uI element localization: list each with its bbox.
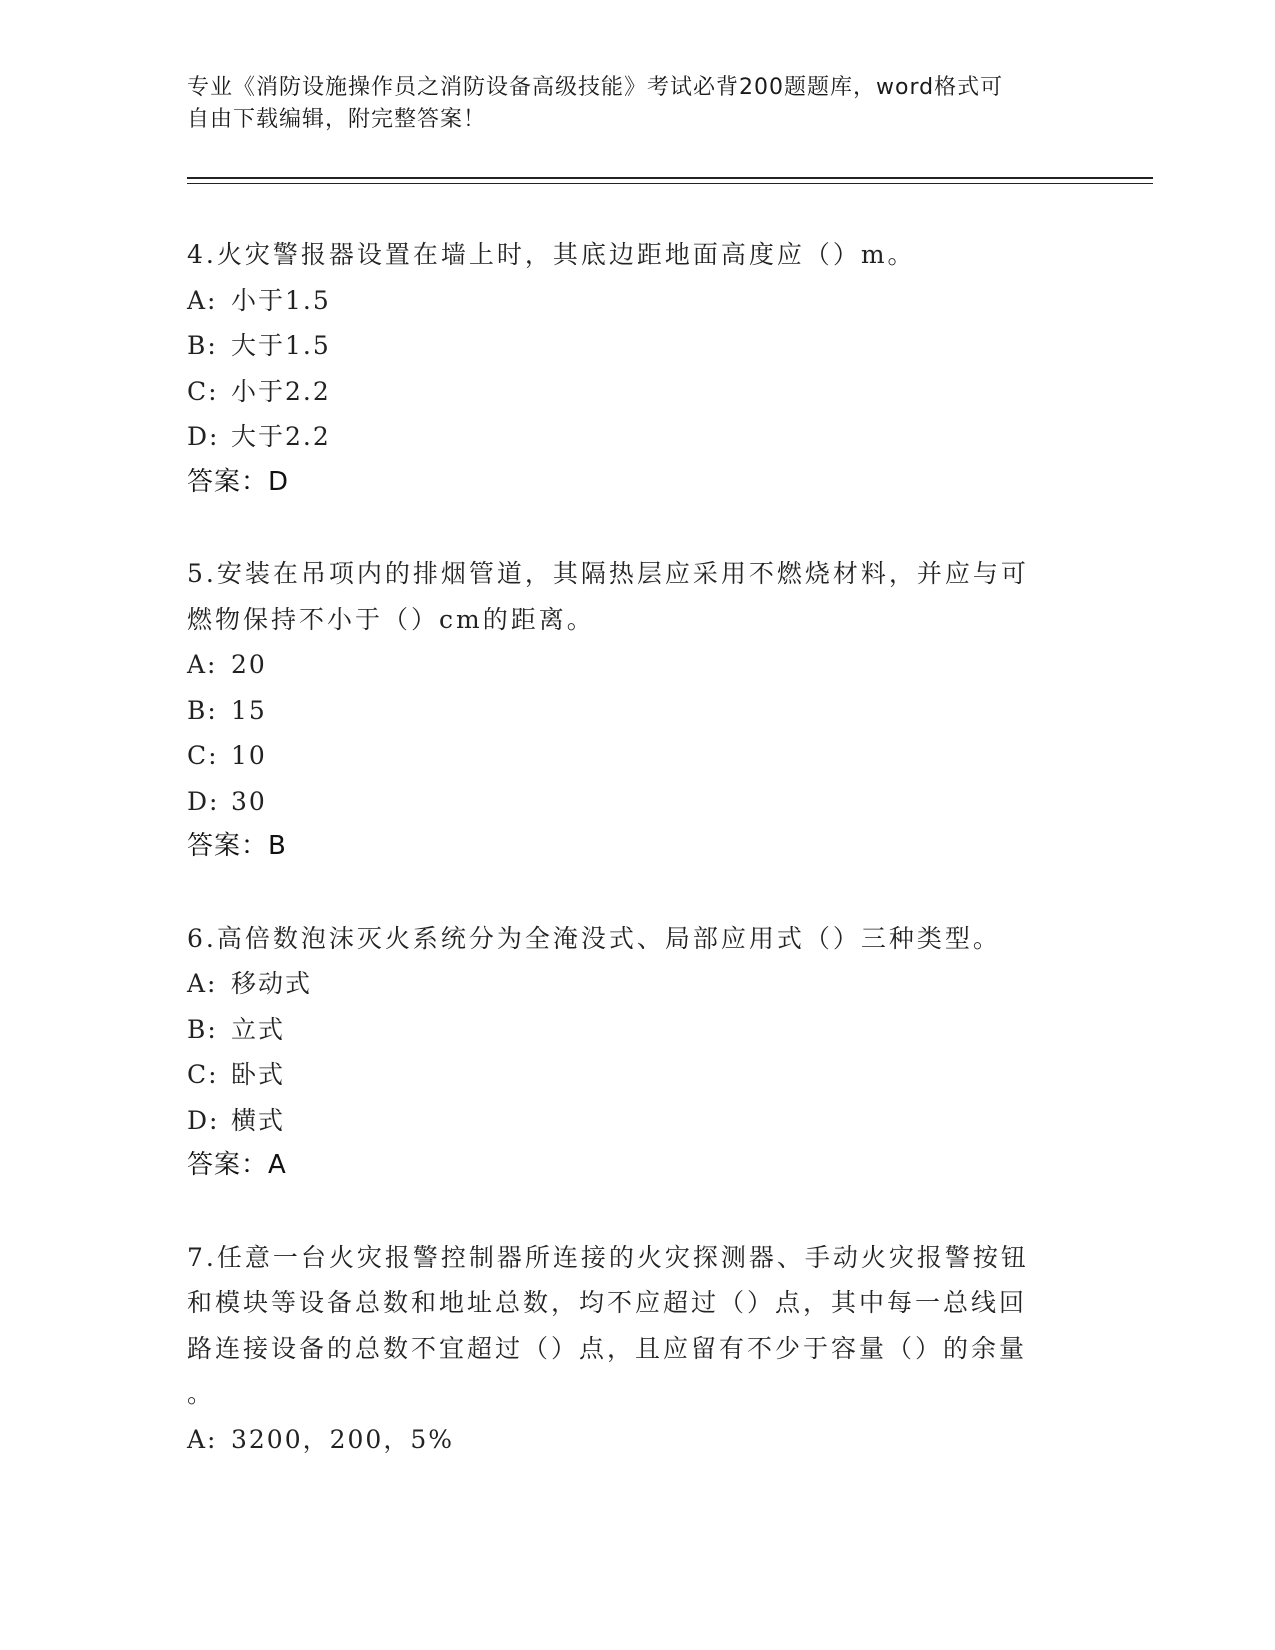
option-a — [187, 278, 1067, 324]
option-letter: A: — [187, 1424, 218, 1454]
option-text: 卧式 — [231, 1060, 286, 1089]
question-stem: 燃物保持不小于（）cm的距离。 — [187, 604, 595, 634]
question-stem: 5.安装在吊项内的排烟管道，其隔热层应采用不燃烧材料，并应与可 — [187, 559, 1029, 588]
option-d — [187, 414, 1067, 460]
option-c — [187, 369, 1067, 415]
option-b — [187, 688, 1067, 734]
option-c — [187, 1052, 1067, 1098]
option-b — [187, 323, 1067, 369]
option-text: 大于2.2 — [231, 422, 331, 451]
question-stem: 4.火灾警报器设置在墙上时，其底边距地面高度应（）m。 — [187, 240, 916, 269]
option-letter: D: — [187, 422, 220, 451]
option-text: 20 — [231, 650, 267, 679]
option-text: 小于2.2 — [231, 376, 331, 406]
header-divider-thin — [187, 183, 1153, 184]
question-stem: 。 — [187, 1379, 216, 1408]
question-list — [187, 232, 1067, 1508]
option-letter: A: — [187, 285, 218, 315]
question-5 — [187, 551, 1067, 870]
option-d — [187, 779, 1067, 825]
option-text: 15 — [231, 695, 267, 725]
option-letter: B: — [187, 695, 218, 725]
option-a — [187, 961, 1067, 1007]
option-text: 小于1.5 — [231, 285, 331, 315]
option-text: 10 — [231, 741, 267, 770]
question-stem: 7.任意一台火灾报警控制器所连接的火灾探测器、手动火灾报警按钮 — [187, 1242, 1029, 1272]
question-stem: 和模块等设备总数和地址总数，均不应超过（）点，其中每一总线回 — [187, 1288, 1028, 1317]
option-letter: A: — [187, 650, 218, 679]
option-c — [187, 733, 1067, 779]
option-text: 30 — [231, 786, 267, 816]
option-letter: B: — [187, 331, 218, 360]
option-letter: D: — [187, 1105, 220, 1135]
option-text: 移动式 — [231, 969, 313, 998]
option-letter: B: — [187, 1014, 218, 1044]
answer-line: 答案：D — [187, 466, 290, 497]
header-divider-thick — [187, 177, 1153, 179]
option-letter: C: — [187, 741, 219, 770]
header-line-1: 专业《消防设施操作员之消防设备高级技能》考试必背200题题库，word格式可 — [187, 75, 1004, 100]
answer-line: 答案：B — [187, 831, 287, 861]
option-text: 横式 — [231, 1105, 286, 1135]
question-stem: 路连接设备的总数不宜超过（）点，且应留有不少于容量（）的余量 — [187, 1333, 1028, 1363]
option-text: 大于1.5 — [231, 331, 331, 360]
question-7 — [187, 1235, 1067, 1463]
answer-line: 答案：A — [187, 1150, 287, 1180]
option-letter: D: — [187, 786, 220, 816]
option-a — [187, 642, 1067, 688]
option-letter: C: — [187, 1060, 219, 1089]
option-letter: C: — [187, 376, 219, 406]
header-line-2: 自由下载编辑，附完整答案！ — [187, 107, 487, 132]
option-d — [187, 1098, 1067, 1144]
option-letter: A: — [187, 969, 218, 998]
option-b — [187, 1007, 1067, 1053]
question-stem: 6.高倍数泡沫灭火系统分为全淹没式、局部应用式（）三种类型。 — [187, 923, 1001, 953]
document-header — [187, 72, 1067, 136]
question-4 — [187, 232, 1067, 505]
option-text: 立式 — [231, 1014, 286, 1044]
question-6 — [187, 916, 1067, 1189]
option-text: 3200，200，5% — [231, 1424, 455, 1454]
option-a — [187, 1417, 1067, 1463]
